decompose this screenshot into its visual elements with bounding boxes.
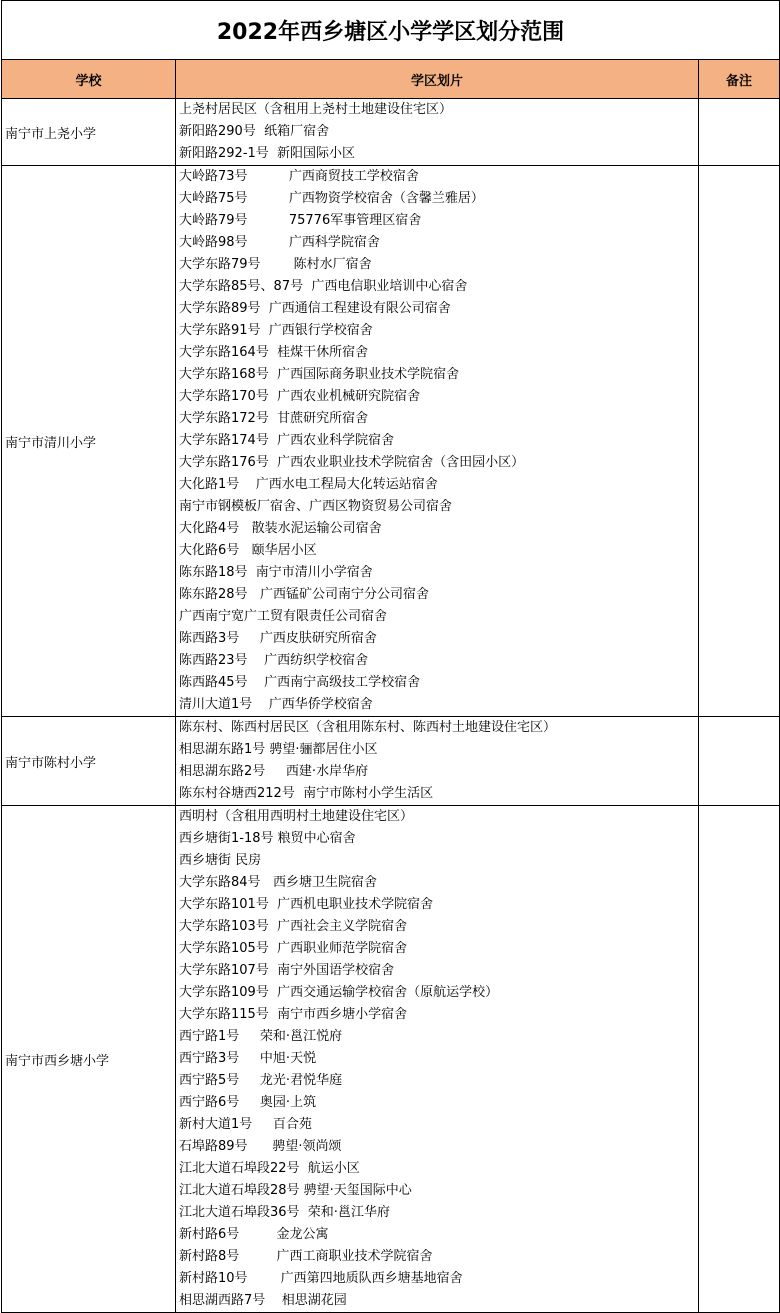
zone-item: 大学东路84号 西乡塘卫生院宿舍 — [179, 875, 377, 890]
school-district-table — [1, 0, 780, 1313]
zone-item: 大学东路91号 广西银行学校宿舍 — [179, 323, 373, 338]
zone-item: 广西南宁宽广工贸有限责任公司宿舍 — [179, 609, 388, 624]
zone-item: 陈西路3号 广西皮肤研究所宿舍 — [179, 631, 377, 646]
header-note: 备注 — [699, 60, 780, 99]
zone-item: 大学东路172号 甘蔗研究所宿舍 — [179, 411, 369, 426]
zone-item: 西宁路3号 中旭·天悦 — [179, 1051, 317, 1066]
zone-item: 相思湖东路2号 西建·水岸华府 — [179, 764, 369, 779]
zone-item: 西乡塘街 民房 — [179, 853, 262, 868]
school-name: 南宁市陈村小学 — [2, 717, 176, 806]
zone-item: 上尧村居民区（含租用上尧村土地建设住宅区） — [179, 102, 453, 117]
zone-item: 大学东路79号 陈村水厂宿舍 — [179, 257, 372, 272]
header-row — [2, 60, 780, 99]
zone-item: 大学东路168号 广西国际商务职业技术学院宿舍 — [179, 367, 460, 382]
zone-item: 清川大道1号 广西华侨学校宿舍 — [179, 697, 373, 712]
zone-item: 大学东路89号 广西通信工程建设有限公司宿舍 — [179, 301, 451, 316]
title-row — [2, 1, 780, 60]
zone-item: 西明村（含租用西明村土地建设住宅区） — [179, 809, 414, 824]
zone-item: 陈西路23号 广西纺织学校宿舍 — [179, 653, 369, 668]
zone-item: 大学东路174号 广西农业科学院宿舍 — [179, 433, 395, 448]
zone-item: 大学东路107号 南宁外国语学校宿舍 — [179, 963, 395, 978]
zone-item: 大化路4号 散装水泥运输公司宿舍 — [179, 521, 382, 536]
note-cell — [699, 806, 780, 1313]
zone-item: 大岭路75号 广西物资学校宿舍（含馨兰雅居） — [179, 191, 484, 206]
school-row — [2, 99, 780, 166]
zone-item: 陈东村谷塘西212号 南宁市陈村小学生活区 — [179, 786, 434, 801]
zone-item: 西乡塘街1-18号 粮贸中心宿舍 — [179, 831, 356, 846]
zone-item: 新村大道1号 百合苑 — [179, 1117, 312, 1132]
zone-item: 西宁路6号 奥园·上筑 — [179, 1095, 317, 1110]
zone-item: 新阳路290号 纸箱厂宿舍 — [179, 124, 330, 139]
zone-item: 新阳路292-1号 新阳国际小区 — [179, 146, 356, 161]
zone-item: 相思湖东路1号 骋望·骊都居住小区 — [179, 742, 378, 757]
zone-list — [176, 166, 699, 717]
zone-item: 大学东路101号 广西机电职业技术学院宿舍 — [179, 897, 434, 912]
note-cell — [699, 166, 780, 717]
zone-item: 大学东路109号 广西交通运输学校宿舍（原航运学校） — [179, 985, 499, 1000]
header-school: 学校 — [2, 60, 176, 99]
school-name: 南宁市清川小学 — [2, 166, 176, 717]
note-cell — [699, 99, 780, 166]
table-title: 2022年西乡塘区小学学区划分范围 — [2, 1, 780, 60]
zone-item: 陈东村、陈西村居民区（含租用陈东村、陈西村土地建设住宅区） — [179, 720, 557, 735]
zone-item: 大学东路85号、87号 广西电信职业培训中心宿舍 — [179, 279, 468, 294]
zone-item: 新村路10号 广西第四地质队西乡塘基地宿舍 — [179, 1271, 463, 1286]
zone-item: 大学东路103号 广西社会主义学院宿舍 — [179, 919, 408, 934]
zone-item: 石埠路89号 骋望·领尚颂 — [179, 1139, 342, 1154]
zone-item: 西宁路1号 荣和·邕江悦府 — [179, 1029, 343, 1044]
school-name: 南宁市上尧小学 — [2, 99, 176, 166]
note-cell — [699, 717, 780, 806]
zone-item: 大岭路73号 广西商贸技工学校宿舍 — [179, 169, 419, 184]
zone-item: 陈东路28号 广西锰矿公司南宁分公司宿舍 — [179, 587, 429, 602]
zone-item: 南宁市钢模板厂宿舍、广西区物资贸易公司宿舍 — [179, 499, 453, 514]
school-row — [2, 717, 780, 806]
zone-item: 陈东路18号 南宁市清川小学宿舍 — [179, 565, 373, 580]
zone-item: 新村路8号 广西工商职业技术学院宿舍 — [179, 1249, 433, 1264]
zone-item: 大学东路164号 桂煤干休所宿舍 — [179, 345, 369, 360]
zone-item: 大化路1号 广西水电工程局大化转运站宿舍 — [179, 477, 438, 492]
zone-item: 西宁路5号 龙光·君悦华庭 — [179, 1073, 343, 1088]
school-row — [2, 806, 780, 1313]
zone-item: 大化路6号 颐华居小区 — [179, 543, 317, 558]
zone-item: 大学东路105号 广西职业师范学院宿舍 — [179, 941, 408, 956]
zone-item: 大岭路98号 广西科学院宿舍 — [179, 235, 380, 250]
school-row — [2, 166, 780, 717]
zone-list — [176, 99, 699, 166]
zone-item: 陈西路45号 广西南宁高级技工学校宿舍 — [179, 675, 421, 690]
zone-item: 大学东路176号 广西农业职业技术学院宿舍（含田园小区） — [179, 455, 525, 470]
zone-item: 大学东路170号 广西农业机械研究院宿舍 — [179, 389, 421, 404]
zone-item: 江北大道石埠段28号 骋望·天玺国际中心 — [179, 1183, 412, 1198]
header-zone: 学区划片 — [176, 60, 699, 99]
zone-item: 大岭路79号 75776军事管理区宿舍 — [179, 213, 422, 228]
zone-list — [176, 717, 699, 806]
school-name: 南宁市西乡塘小学 — [2, 806, 176, 1313]
zone-item: 相思湖西路7号 相思湖花园 — [179, 1293, 347, 1308]
zone-item: 新村路6号 金龙公寓 — [179, 1227, 329, 1242]
zone-item: 江北大道石埠段22号 航运小区 — [179, 1161, 360, 1176]
zone-list — [176, 806, 699, 1313]
zone-item: 江北大道石埠段36号 荣和·邕江华府 — [179, 1205, 390, 1220]
zone-item: 大学东路115号 南宁市西乡塘小学宿舍 — [179, 1007, 408, 1022]
